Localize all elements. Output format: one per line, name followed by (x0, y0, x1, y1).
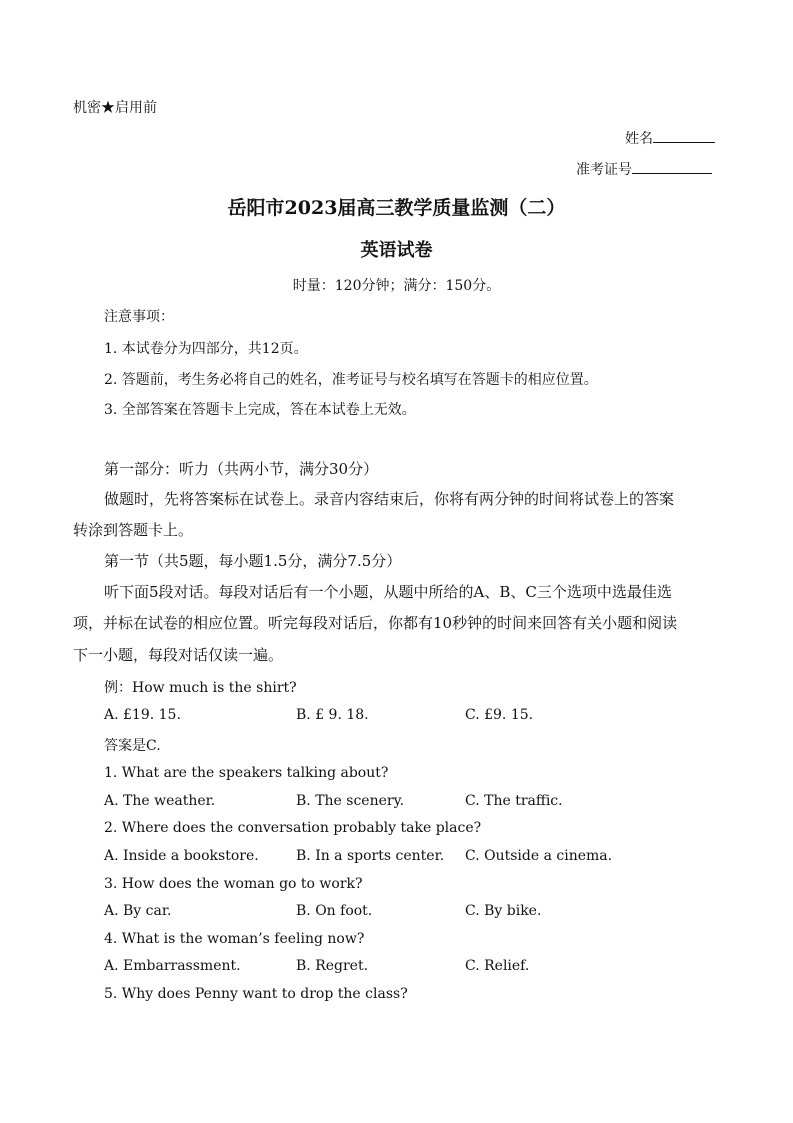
question-1: 1. What are the speakers talking about? (104, 765, 389, 781)
question-3-option-b: B. On foot. (296, 903, 373, 919)
name-blank (653, 128, 715, 143)
question-5: 5. Why does Penny want to drop the class? (104, 986, 408, 1002)
part1-heading: 第一部分：听力（共两小节，满分30分） (104, 460, 379, 478)
note-item-1: 1. 本试卷分为四部分，共12页。 (104, 341, 308, 357)
section1-instruction-line2: 项，并标在试卷的相应位置。听完每段对话后，你都有10秒钟的时间来回答有关小题和阅读 (73, 614, 678, 632)
part1-instruction-line1: 做题时，先将答案标在试卷上。录音内容结束后，你将有两分钟的时间将试卷上的答案 (104, 490, 675, 508)
notes-heading: 注意事项： (104, 309, 174, 325)
example-option-c: C. £9. 15. (465, 707, 534, 723)
question-1-option-a: A. The weather. (104, 793, 216, 809)
section1-heading: 第一节（共5题，每小题1.5分，满分7.5分） (104, 552, 402, 570)
question-3-option-a: A. By car. (104, 903, 172, 919)
part1-instruction-line2: 转涂到答题卡上。 (73, 521, 194, 539)
question-3-option-c: C. By bike. (465, 903, 542, 919)
name-label: 姓名 (625, 131, 653, 147)
note-item-2: 2. 答题前，考生务必将自己的姓名，准考证号与校名填写在答题卡的相应位置。 (104, 372, 598, 388)
question-4-option-b: B. Regret. (296, 958, 369, 974)
question-4: 4. What is the woman’s feeling now? (104, 931, 365, 947)
question-2-option-c: C. Outside a cinema. (465, 848, 613, 864)
question-1-option-b: B. The scenery. (296, 793, 405, 809)
section1-instruction-line3: 下一小题，每段对话仅读一遍。 (73, 646, 284, 664)
example-answer: 答案是C. (104, 738, 161, 754)
question-4-option-a: A. Embarrassment. (104, 958, 241, 974)
question-2: 2. Where does the conversation probably take place? (104, 820, 482, 836)
time-info: 时量：120分钟；满分：150分。 (292, 278, 501, 294)
exam-id-field (576, 159, 712, 179)
question-4-option-c: C. Relief. (465, 958, 530, 974)
question-3: 3. How does the woman go to work? (104, 876, 363, 892)
section1-instruction-line1: 听下面5段对话。每段对话后有一个小题，从题中所给的A、B、C三个选项中选最佳选 (104, 583, 672, 601)
subject-title: 英语试卷 (360, 240, 433, 261)
question-1-option-c: C. The traffic. (465, 793, 563, 809)
note-item-3: 3. 全部答案在答题卡上完成，答在本试卷上无效。 (104, 402, 416, 418)
page-title: 岳阳市2023届高三教学质量监测（二） (227, 197, 566, 219)
name-field (625, 128, 715, 148)
exam-id-blank (632, 159, 712, 174)
exam-id-label: 准考证号 (576, 162, 632, 178)
question-2-option-a: A. Inside a bookstore. (104, 848, 259, 864)
example-question: 例：How much is the shirt? (104, 680, 297, 696)
confidential-label: 机密★启用前 (73, 100, 157, 116)
example-option-b: B. £ 9. 18. (296, 707, 369, 723)
example-option-a: A. £19. 15. (104, 707, 181, 723)
question-2-option-b: B. In a sports center. (296, 848, 445, 864)
